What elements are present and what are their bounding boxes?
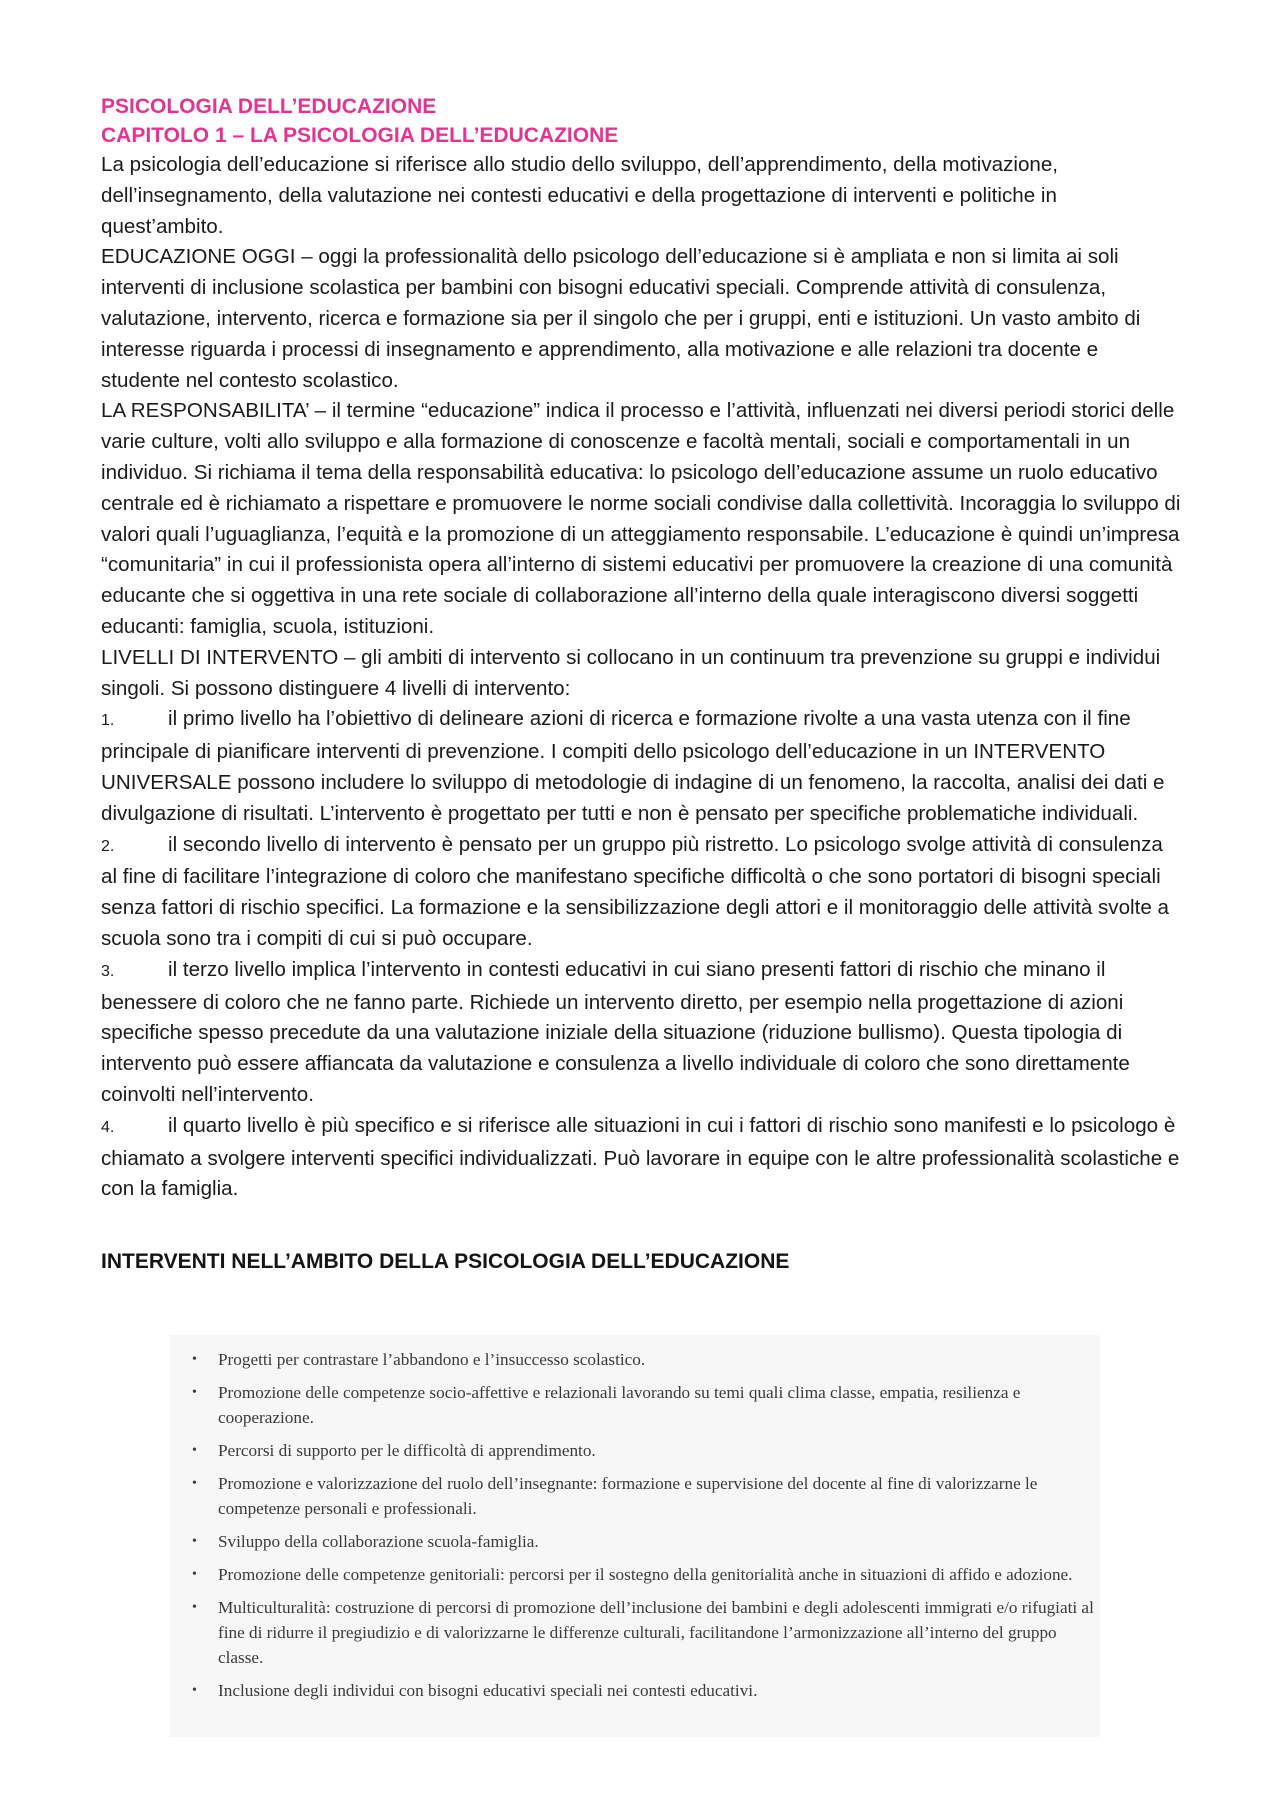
level-text: il terzo livello implica l’intervento in contesti educativi in cui siano presenti fattori di rischio che minano il benessere di coloro che ne fanno parte. Richiede un intervento diretto, per esempio nella progettazione di azioni specifiche spesso precedute da una valutazione iniziale della situazione (riduzione bullismo). Questa tipologia di intervento può essere affiancata da valutazione e consulenza a livello individuale di coloro che sono direttamente coinvolti nell’intervento. [101, 957, 1130, 1106]
bullet-icon: • [192, 1600, 197, 1615]
bullet-icon: • [192, 1352, 197, 1367]
bullet-icon: • [192, 1476, 197, 1491]
paragraph-livelli-intervento: LIVELLI DI INTERVENTO – gli ambiti di intervento si collocano in un continuum tra prevenzione su gruppi e individui singoli. Si possono distinguere 4 livelli di intervento: [101, 645, 1161, 700]
level-number: 3. [101, 962, 115, 980]
document-title: PSICOLOGIA DELL’EDUCAZIONE [101, 95, 437, 118]
level-item [101, 704, 1181, 829]
bullet-icon: • [192, 1534, 197, 1549]
paragraph-intro: La psicologia dell’educazione si riferisce allo studio dello sviluppo, dell’apprendimento, della motivazione, dell’insegnamento, della valutazione nei contesti educativi e della progettazione di interventi e politiche in quest’ambito. [101, 153, 1059, 238]
levels-list [101, 704, 1181, 1205]
intervention-text: Inclusione degli individui con bisogni educativi speciali nei contesti educativi. [218, 1681, 758, 1700]
intervention-item [170, 1678, 1100, 1703]
bullet-icon: • [192, 1443, 197, 1458]
level-number: 2. [101, 837, 115, 855]
intervention-text: Progetti per contrastare l’abbandono e l’insuccesso scolastico. [218, 1350, 646, 1369]
intervention-item [170, 1471, 1100, 1521]
paragraph-responsabilita: LA RESPONSABILITA’ – il termine “educazione” indica il processo e l’attività, influenzati nei diversi periodi storici delle varie culture, volti allo sviluppo e alla formazione di conoscenze e facoltà mentali, sociali e comportamentali in un individuo. Si richiama il tema della responsabilità educativa: lo psicologo dell’educazione assume un ruolo educativo centrale ed è richiamato a rispettare e promuovere le norme sociali condivise dalla collettività. Incoraggia lo sviluppo di valori quali l’uguaglianza, l’equità e la promozione di un atteggiamento responsabile. L’educazione è quindi un’impresa “comunitaria” in cui il professionista opera all’interno di sistemi educativi per promuovere la creazione di una comunità educante che si oggettiva in una rete sociale di collaborazione all’interno della quale interagiscono diversi soggetti educanti: famiglia, scuola, istituzioni. [101, 399, 1181, 638]
level-item [101, 830, 1181, 955]
level-item [101, 955, 1181, 1111]
intervention-text: Multiculturalità: costruzione di percorsi di promozione dell’inclusione dei bambini e degli adolescenti immigrati e/o rifugiati al fine di ridurre il pregiudizio e di valorizzarne le differenze culturali, facilitandone l’armonizzazione all’interno del gruppo classe. [218, 1598, 1094, 1667]
interventions-list [170, 1335, 1100, 1703]
intervention-text: Percorsi di supporto per le difficoltà di apprendimento. [218, 1441, 596, 1460]
intervention-item [170, 1438, 1100, 1463]
intervention-text: Promozione e valorizzazione del ruolo dell’insegnante: formazione e supervisione del docente al fine di valorizzarne le competenze personali e professionali. [218, 1474, 1038, 1518]
intervention-item [170, 1595, 1100, 1670]
bullet-icon: • [192, 1385, 197, 1400]
chapter-title: CAPITOLO 1 – LA PSICOLOGIA DELL’EDUCAZIONE [101, 124, 619, 147]
level-text: il primo livello ha l’obiettivo di delineare azioni di ricerca e formazione rivolte a una vasta utenza con il fine principale di pianificare interventi di prevenzione. I compiti dello psicologo dell’educazione in un INTERVENTO UNIVERSALE possono includere lo sviluppo di metodologie di indagine di un fenomeno, la raccolta, analisi dei dati e divulgazione di risultati. L’intervento è progettato per tutti e non è pensato per specifiche problematiche individuali. [101, 707, 1165, 825]
intervention-item [170, 1562, 1100, 1587]
level-number: 1. [101, 712, 115, 730]
level-text: il quarto livello è più specifico e si riferisce alle situazioni in cui i fattori di rischio sono manifesti e lo psicologo è chiamato a svolgere interventi specifici individualizzati. Può lavorare in equipe con le altre professionalità scolastiche e con la famiglia. [101, 1113, 1180, 1201]
intervention-text: Promozione delle competenze socio-affettive e relazionali lavorando su temi quali clima classe, empatia, resilienza e cooperazione. [218, 1383, 1021, 1427]
bullet-icon: • [192, 1567, 197, 1582]
section-heading: INTERVENTI NELL’AMBITO DELLA PSICOLOGIA DELL’EDUCAZIONE [101, 1250, 790, 1274]
intervention-item [170, 1529, 1100, 1554]
intervention-text: Sviluppo della collaborazione scuola-famiglia. [218, 1532, 539, 1551]
intervention-item [170, 1347, 1100, 1372]
intervention-text: Promozione delle competenze genitoriali: percorsi per il sostegno della genitorialità anche in situazioni di affido e adozione. [218, 1565, 1073, 1584]
level-text: il secondo livello di intervento è pensato per un gruppo più ristretto. Lo psicologo svolge attività di consulenza al fine di facilitare l’integrazione di coloro che manifestano specifiche difficoltà o che sono portatori di bisogni speciali senza fattori di rischio specifici. La formazione e la sensibilizzazione degli attori e il monitoraggio delle attività svolte a scuola sono tra i compiti di cui si può occupare. [101, 832, 1169, 950]
document-content [101, 92, 1181, 1277]
bullet-icon: • [192, 1683, 197, 1698]
level-number: 4. [101, 1118, 115, 1136]
interventions-scan-image [170, 1335, 1100, 1737]
paragraph-educazione-oggi: EDUCAZIONE OGGI – oggi la professionalità dello psicologo dell’educazione si è ampliata e non si limita ai soli interventi di inclusione scolastica per bambini con bisogni educativi speciali. Comprende attività di consulenza, valutazione, intervento, ricerca e formazione sia per il singolo che per i gruppi, enti e istituzioni. Un vasto ambito di interesse riguarda i processi di insegnamento e apprendimento, alla motivazione e alle relazioni tra docente e studente nel contesto scolastico. [101, 245, 1141, 392]
level-item [101, 1111, 1181, 1205]
intervention-item [170, 1380, 1100, 1430]
